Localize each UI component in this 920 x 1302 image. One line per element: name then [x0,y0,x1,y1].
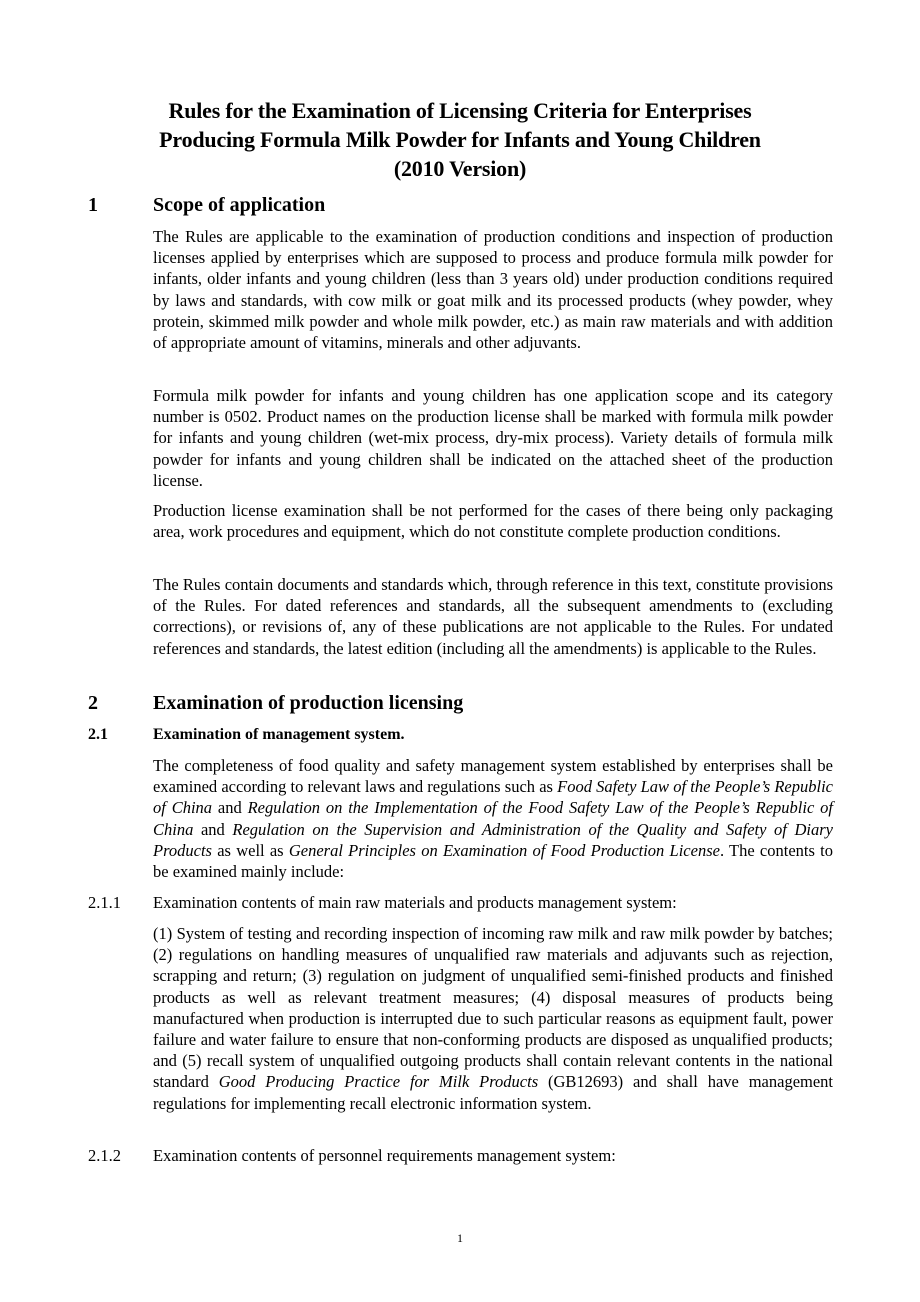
title-line-2: Producing Formula Milk Powder for Infants and Young Children [159,127,761,152]
law-title-general-principles: General Principles on Examination of Food Production License [288,840,720,860]
text-run: (1) System of testing and recording inspection of incoming raw milk and raw milk powder by batches; (2) regulations on handling measures of unqualified raw materials and adjuvants such as rejection, scrapping and return; (3) regulation on judgment of unqualified semi-finished products and finished products as well as relevant treatment measures; (4) disposal measures of products being manufactured when production is interrupted due to such particular reasons as equipment fault, power failure and water failure to ensure that non-conforming products are disposed as unqualified products; and (5) recall system of unqualified outgoing products shall contain relevant contents in the national standard [153,924,833,1092]
section-2-1-1-heading [88,892,677,913]
section-number: 2.1 [88,726,108,743]
section-1-paragraph-4: The Rules contain documents and standards which, through reference in this text, constitute provisions of the Rules. For dated references and standards, all the subsequent amendments to (excluding corrections), or revisions of, any of these publications are not applicable to the Rules. For undated references and standards, the latest edition (including all the amendments) is applicable to the Rules. [153,575,833,658]
section-1-heading [88,193,325,217]
section-2-1-1-paragraph [153,923,833,1114]
text-run: . The contents to be examined mainly include: [153,840,833,882]
section-2-1-paragraph [153,755,833,882]
section-1-paragraph-3: Production license examination shall be not performed for the cases of there being only packaging area, work procedures and equipment, which do not constitute complete production conditions. [153,501,833,542]
law-title-implementation-regulation: Regulation on the Implementation of the Food Safety Law of the People’s Republic of China [153,798,833,839]
title-line-1: Rules for the Examination of Licensing Criteria for Enterprises [168,98,752,123]
law-title-food-safety-law: Food Safety Law of the People’s Republic of China [153,777,833,818]
document-title [80,96,840,183]
law-title-dairy-supervision-regulation: Regulation on the Supervision and Administration of the Quality and Safety of Diary Products [153,819,833,860]
text-run: (GB12693) and shall have management regulations for implementing recall electronic information system. [153,1072,834,1113]
text-run: and [212,798,248,818]
section-title: Examination contents of main raw materials and products management system: [153,893,677,912]
section-2-heading [88,691,463,715]
section-number: 1 [88,194,98,216]
text-run: as well as [211,840,289,860]
text-run: and [193,819,233,839]
section-title: Examination of production licensing [153,692,464,714]
title-line-3: (2010 Version) [393,156,527,181]
section-1-paragraph-1: The Rules are applicable to the examination of production conditions and inspection of production licenses applied by enterprises which are supposed to process and produce formula milk powder for infants, older infants and young children (less than 3 years old) under production conditions required by laws and standards, with cow milk or goat milk and its processed products (whey powder, whey protein, skimmed milk powder and whole milk powder, etc.) as main raw materials and with addition of appropriate amount of vitamins, minerals and other adjuvants. [153,227,833,353]
text-run: The completeness of food quality and safety management system established by enterprises shall be examined according to relevant laws and regulations such as [153,756,833,797]
section-title: Examination contents of personnel requirements management system: [153,1146,616,1165]
section-number: 2 [88,692,98,714]
section-title: Scope of application [153,194,326,216]
page-number: 1 [457,1231,463,1245]
section-2-1-heading [88,725,405,745]
standard-title: Good Producing Practice for Milk Products [218,1072,539,1092]
section-number: 2.1.2 [88,1146,121,1165]
section-title: Examination of management system. [153,726,405,743]
section-number: 2.1.1 [88,893,121,912]
section-1-paragraph-2: Formula milk powder for infants and young children has one application scope and its category number is 0502. Product names on the production license shall be marked with formula milk powder for infants and young children (wet-mix process, dry-mix process). Variety details of formula milk powder for infants and young children shall be indicated on the attached sheet of the production license. [153,386,833,490]
section-2-1-2-heading [88,1145,616,1166]
